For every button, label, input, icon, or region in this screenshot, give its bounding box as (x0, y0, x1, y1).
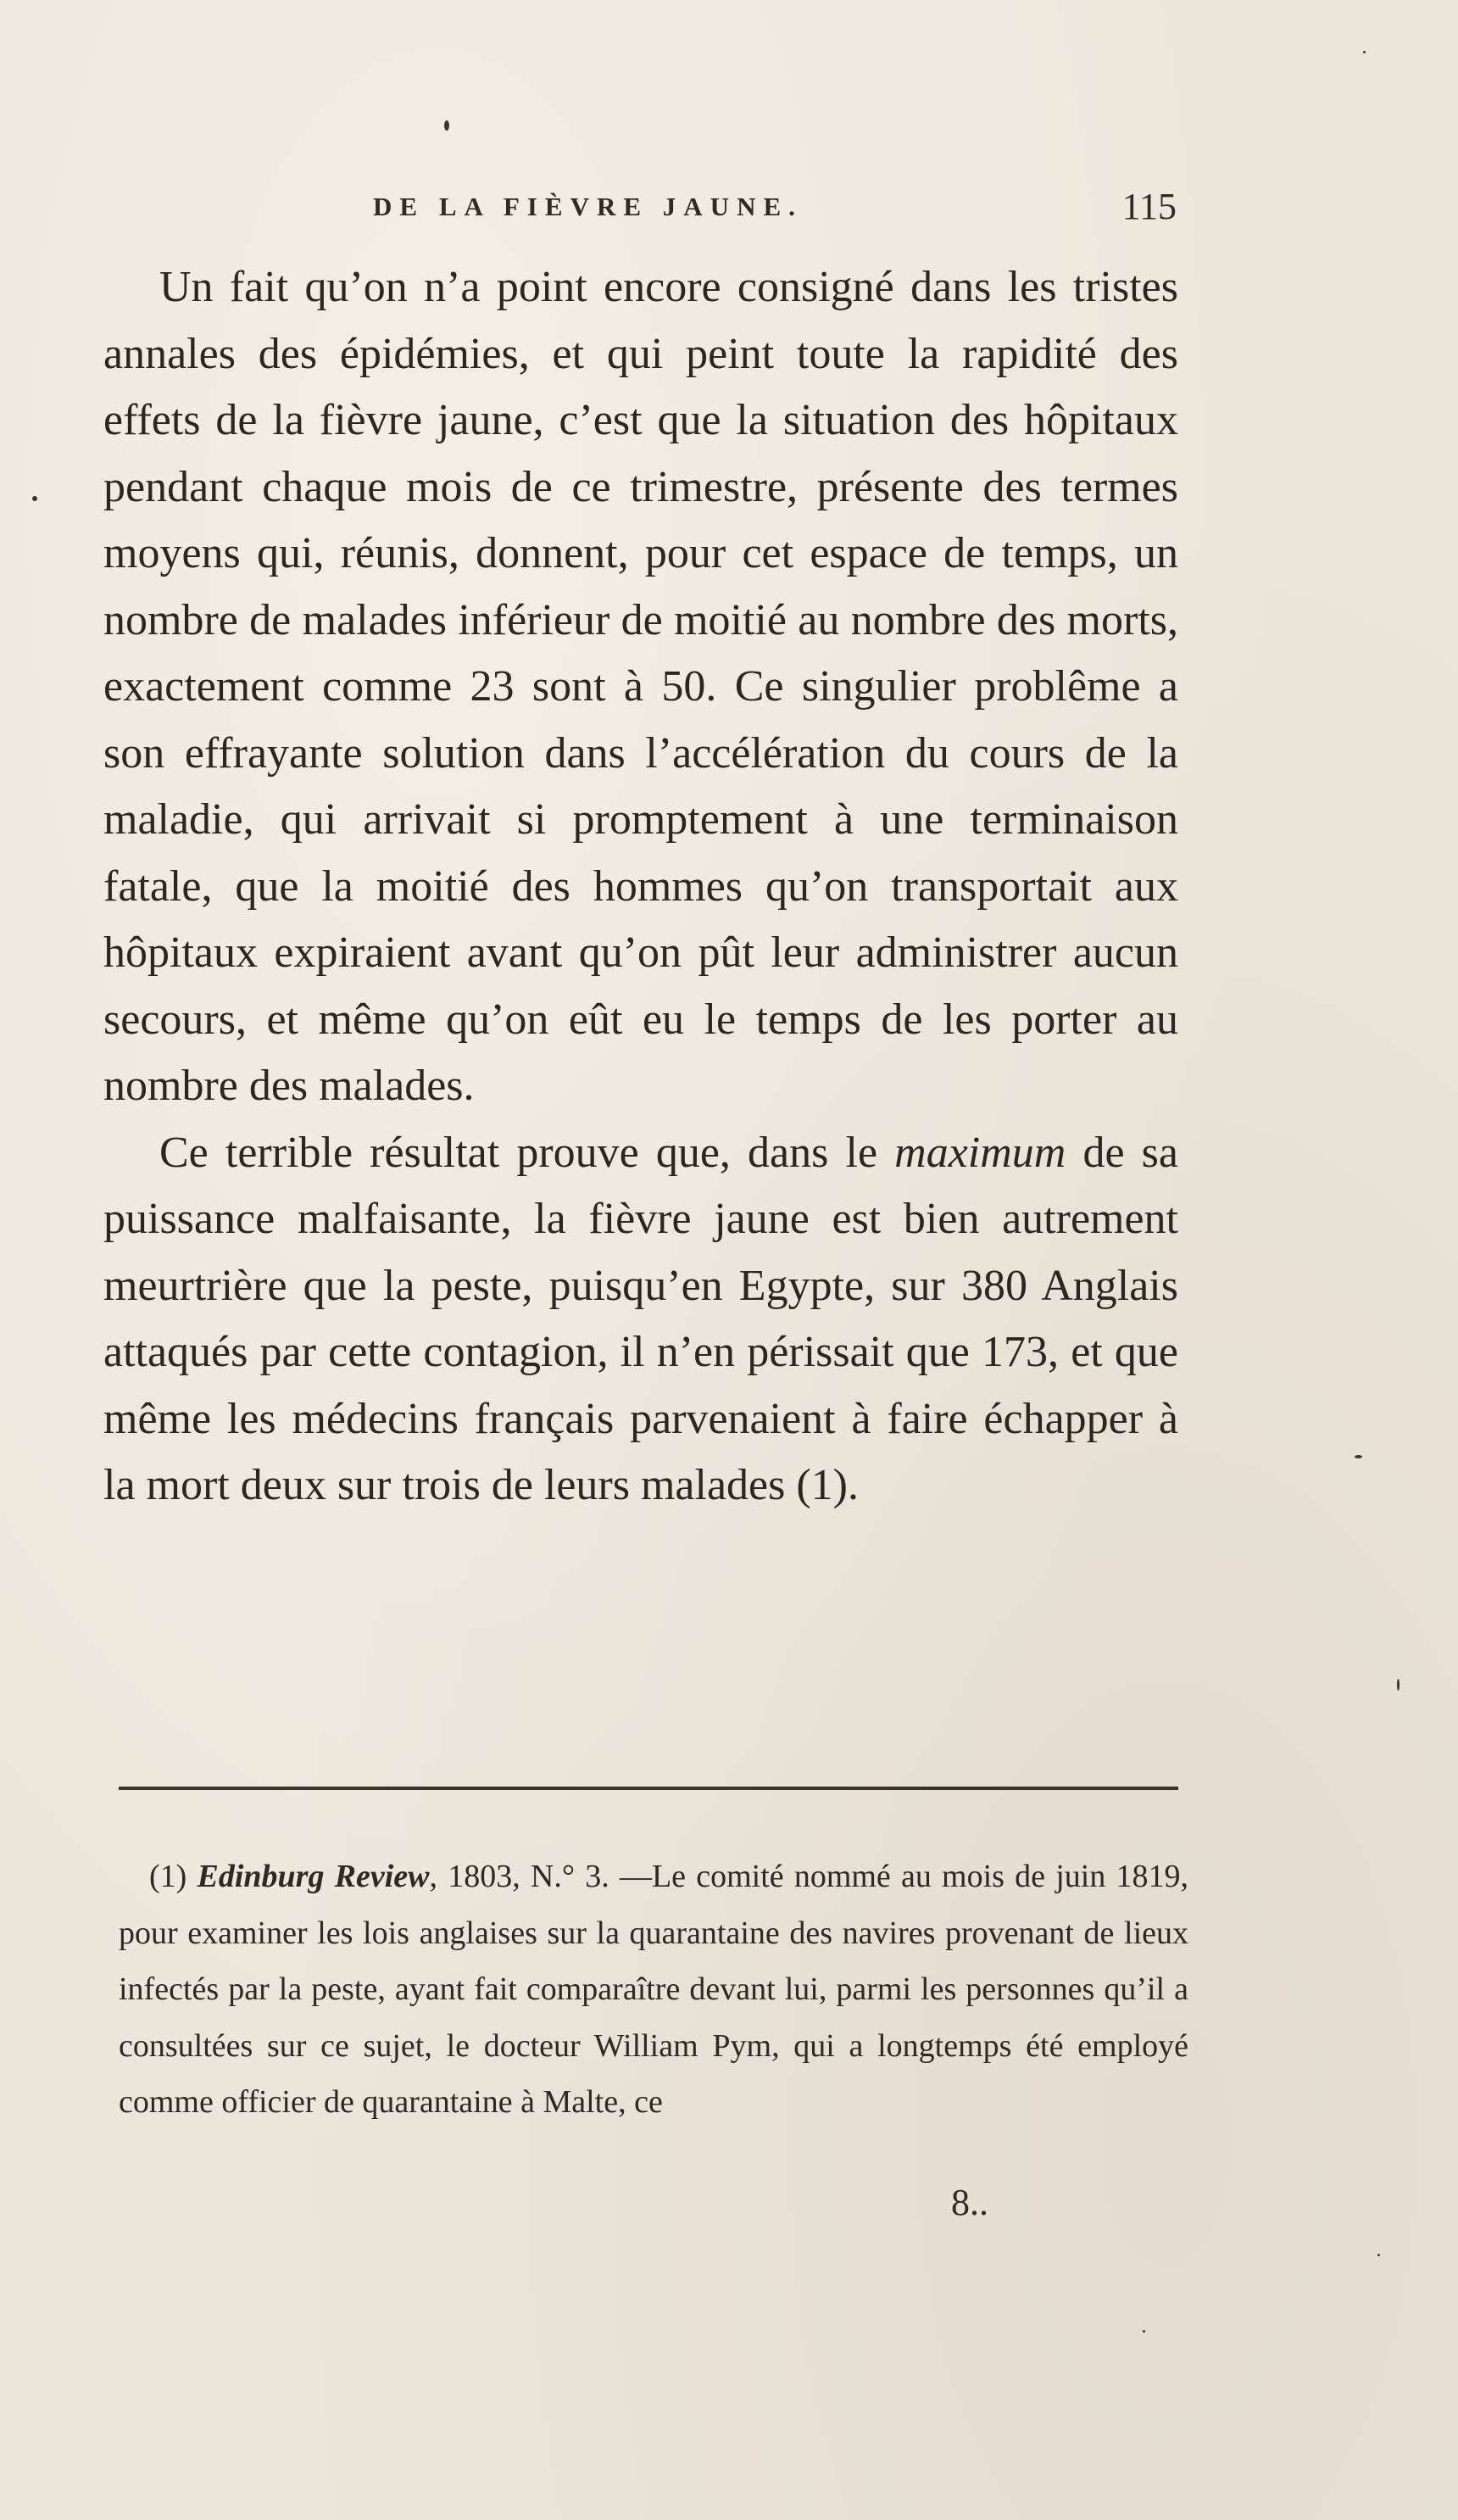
footnote-paragraph (119, 1848, 1188, 2131)
speck (1355, 1455, 1362, 1458)
speck (1143, 2330, 1145, 2333)
footnote-journal: Edinburg Review (197, 1859, 430, 1894)
speck (1377, 2254, 1380, 2256)
signature-mark: 8.. (951, 2182, 988, 2223)
paragraph-2-start: Ce terrible résultat prouve que, dans le (159, 1128, 895, 1177)
paragraph-1: Un fait qu’on n’a point encore consigné dans les tristes annales des épidémies, et qui peint toute la rapidité des effets de la fièvre jaune, c’est que la situation des hôpitaux pendant chaque mois de ce trimestre, présente des termes moyens qui, réunis, donnent, pour cet espace de temps, un nombre de malades inférieur de moitié au nombre des morts, exactement comme 23 sont à 50. Ce singulier problême a son effrayante solution dans l’accélération du cours de la maladie, qui arrivait si promptement à une terminaison fatale, que la moitié des hommes qu’on transportait aux hôpitaux expiraient avant qu’on pût leur administrer aucun secours, et même qu’on eût eu le temps de les porter au nombre des malades. (103, 263, 1178, 1110)
footnote-marker: (1) (149, 1859, 198, 1894)
emphasis-maximum: maximum (894, 1128, 1066, 1177)
running-head (373, 186, 1177, 234)
paragraph-2 (103, 1120, 1178, 1519)
speck (1363, 51, 1366, 53)
speck (444, 120, 449, 131)
running-title: DE LA FIÈVRE JAUNE. (373, 192, 803, 221)
speck (32, 496, 37, 501)
paragraph-2-end: de sa puissance malfaisante, la fièvre jaune est bien autrement meurtrière que la peste, puisqu’en Egypte, sur 380 Anglais attaqués par cette contagion, il n’en périssait que 173, et que même les médecins français parvenaient à faire échapper à la mort deux sur trois de leurs malades (1). (103, 1128, 1178, 1509)
speck (1397, 1679, 1400, 1691)
page-number: 115 (1121, 186, 1177, 227)
footnote-text: , 1803, N.° 3. —Le comité nommé au mois de juin 1819, pour examiner les lois anglaises sur la quarantaine des navires provenant de lieux infectés par la peste, ayant fait comparaître devant lui, parmi les personnes qu’il a consultées sur ce sujet, le docteur William Pym, qui a longtemps été employé comme officier de quarantaine à Malte, ce (119, 1859, 1189, 2120)
footnote-rule (119, 1787, 1178, 1790)
footnote (119, 1848, 1188, 2131)
main-text (103, 254, 1178, 1519)
